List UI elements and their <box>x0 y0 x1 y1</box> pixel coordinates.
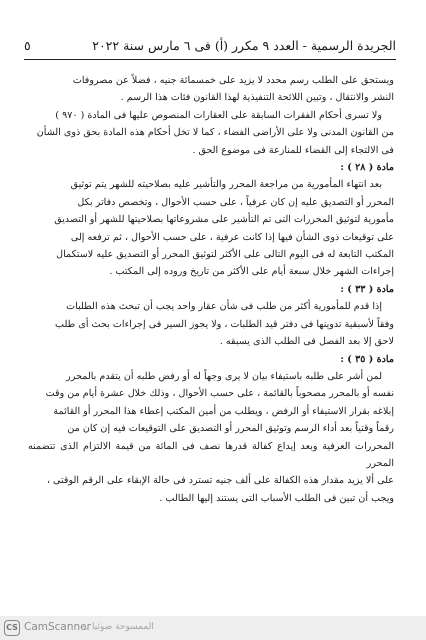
article-heading: مادة ( ٣٣ ) : <box>340 283 394 295</box>
body-line: المحرر أو التصديق عليه إن كان عرفياً ، على حسب الأحوال ، وتخصص دفاتر بكل <box>77 196 394 208</box>
body-line: إذا قدم للمأمورية أكثر من طلب فى شأن عقار واحد يجب أن تبحث هذه الطلبات <box>66 301 382 313</box>
document-body <box>28 72 394 507</box>
body-line: ولا تسرى أحكام الفقرات السابقة على العقارات المنصوص عليها فى المادة ( ٩٧٠ ) <box>55 109 382 121</box>
body-line: فى الالتجاء إلى القضاء للمنازعة فى موضوع الحق . <box>192 144 394 156</box>
body-line: بعد انتهاء المأمورية من مراجعة المحرر والتأشير عليه بصلاحيته للشهر يتم توثيق <box>70 179 382 191</box>
body-line: إبلاغه بقرار الاستيفاء أو الرفض ، ويطلب من أمين المكتب إعطاء هذا المحرر أو القائمة <box>53 405 394 417</box>
header-title: الجريدة الرسمية - العدد ٩ مكرر (أ) فى ٦ مارس سنة ٢٠٢٢ <box>92 37 396 53</box>
article-heading: مادة ( ٢٨ ) : <box>340 162 394 174</box>
body-line: المحررات العرفية وبعد إيداع كفالة قدرها نصف فى المائة من قيمة الالتزام الذى تتضمنه المحرر <box>28 440 394 469</box>
body-line: المكتب التابعة له فى اليوم التالى على الأكثر لتوثيق المحرر أو التصديق عليه لاستكمال <box>56 249 394 261</box>
body-line: لاحق إلا بعد الفصل فى الطلب الذى يسبقه . <box>219 336 394 348</box>
body-line: وفقاً لأسبقية تدوينها فى دفتر قيد الطلبات ، ولا يجوز السير فى إجراءات بحث أى طلب <box>55 318 394 330</box>
scanner-label-arabic: الممسوحة ضوئيا بـ <box>84 622 154 632</box>
body-line: لمن أشر على طلبه باستيفاء بيان لا يرى وجهاً له أو رفض طلبه أن يتقدم بالمحرر <box>66 370 382 382</box>
body-line: على ألا يزيد مقدار هذه الكفالة على ألف جنيه تسترد فى حالة الإبقاء على الرقم الوقتى ، <box>46 475 394 487</box>
scanner-footer <box>0 616 426 640</box>
body-line: مأمورية لتوثيق المحررات التى تم التأشير على مشروعاتها بصلاحيتها للشهر أو التصديق <box>54 214 394 226</box>
body-line: النشر والانتقال ، وتبين اللائحة التنفيذية لهذا القانون فئات هذا الرسم . <box>120 92 394 104</box>
article-heading: مادة ( ٣٥ ) : <box>340 353 394 365</box>
body-line: من القانون المدنى ولا على الأراضى الفضاء ، كما لا تخل أحكام هذه المادة بحق ذوى الشأن <box>36 127 394 139</box>
body-line: على توقيعات ذوى الشأن فيها إذا كانت عرفية ، على حسب الأحوال ، ثم ترفعه إلى <box>70 231 394 243</box>
body-line: نفسه أو بالمحرر مصحوباً بالقائمة ، على حسب الأحوال ، وذلك خلال عشرة أيام من وقت <box>45 388 394 400</box>
camscanner-logo-icon: CS <box>4 620 20 636</box>
page-number: ٥ <box>24 37 31 53</box>
body-line: ويستحق على الطلب رسم محدد لا يزيد على خمسمائة جنيه ، فضلاً عن مصروفات <box>72 75 394 86</box>
body-line: ويجب أن تبين فى الطلب الأسباب التى يستند إليها الطالب . <box>159 492 394 504</box>
header-divider <box>24 59 396 60</box>
scanner-label: CamScanner <box>24 621 91 633</box>
body-line: إجراءات الشهر خلال سبعة أيام على الأكثر من تاريخ وروده إلى المكتب . <box>109 266 394 278</box>
page-header <box>24 34 396 56</box>
body-line: رقماً وقتياً بعد أداء الرسم وتوثيق المحرر أو التصديق على التوقيعات فيه إن كان من <box>67 423 394 435</box>
